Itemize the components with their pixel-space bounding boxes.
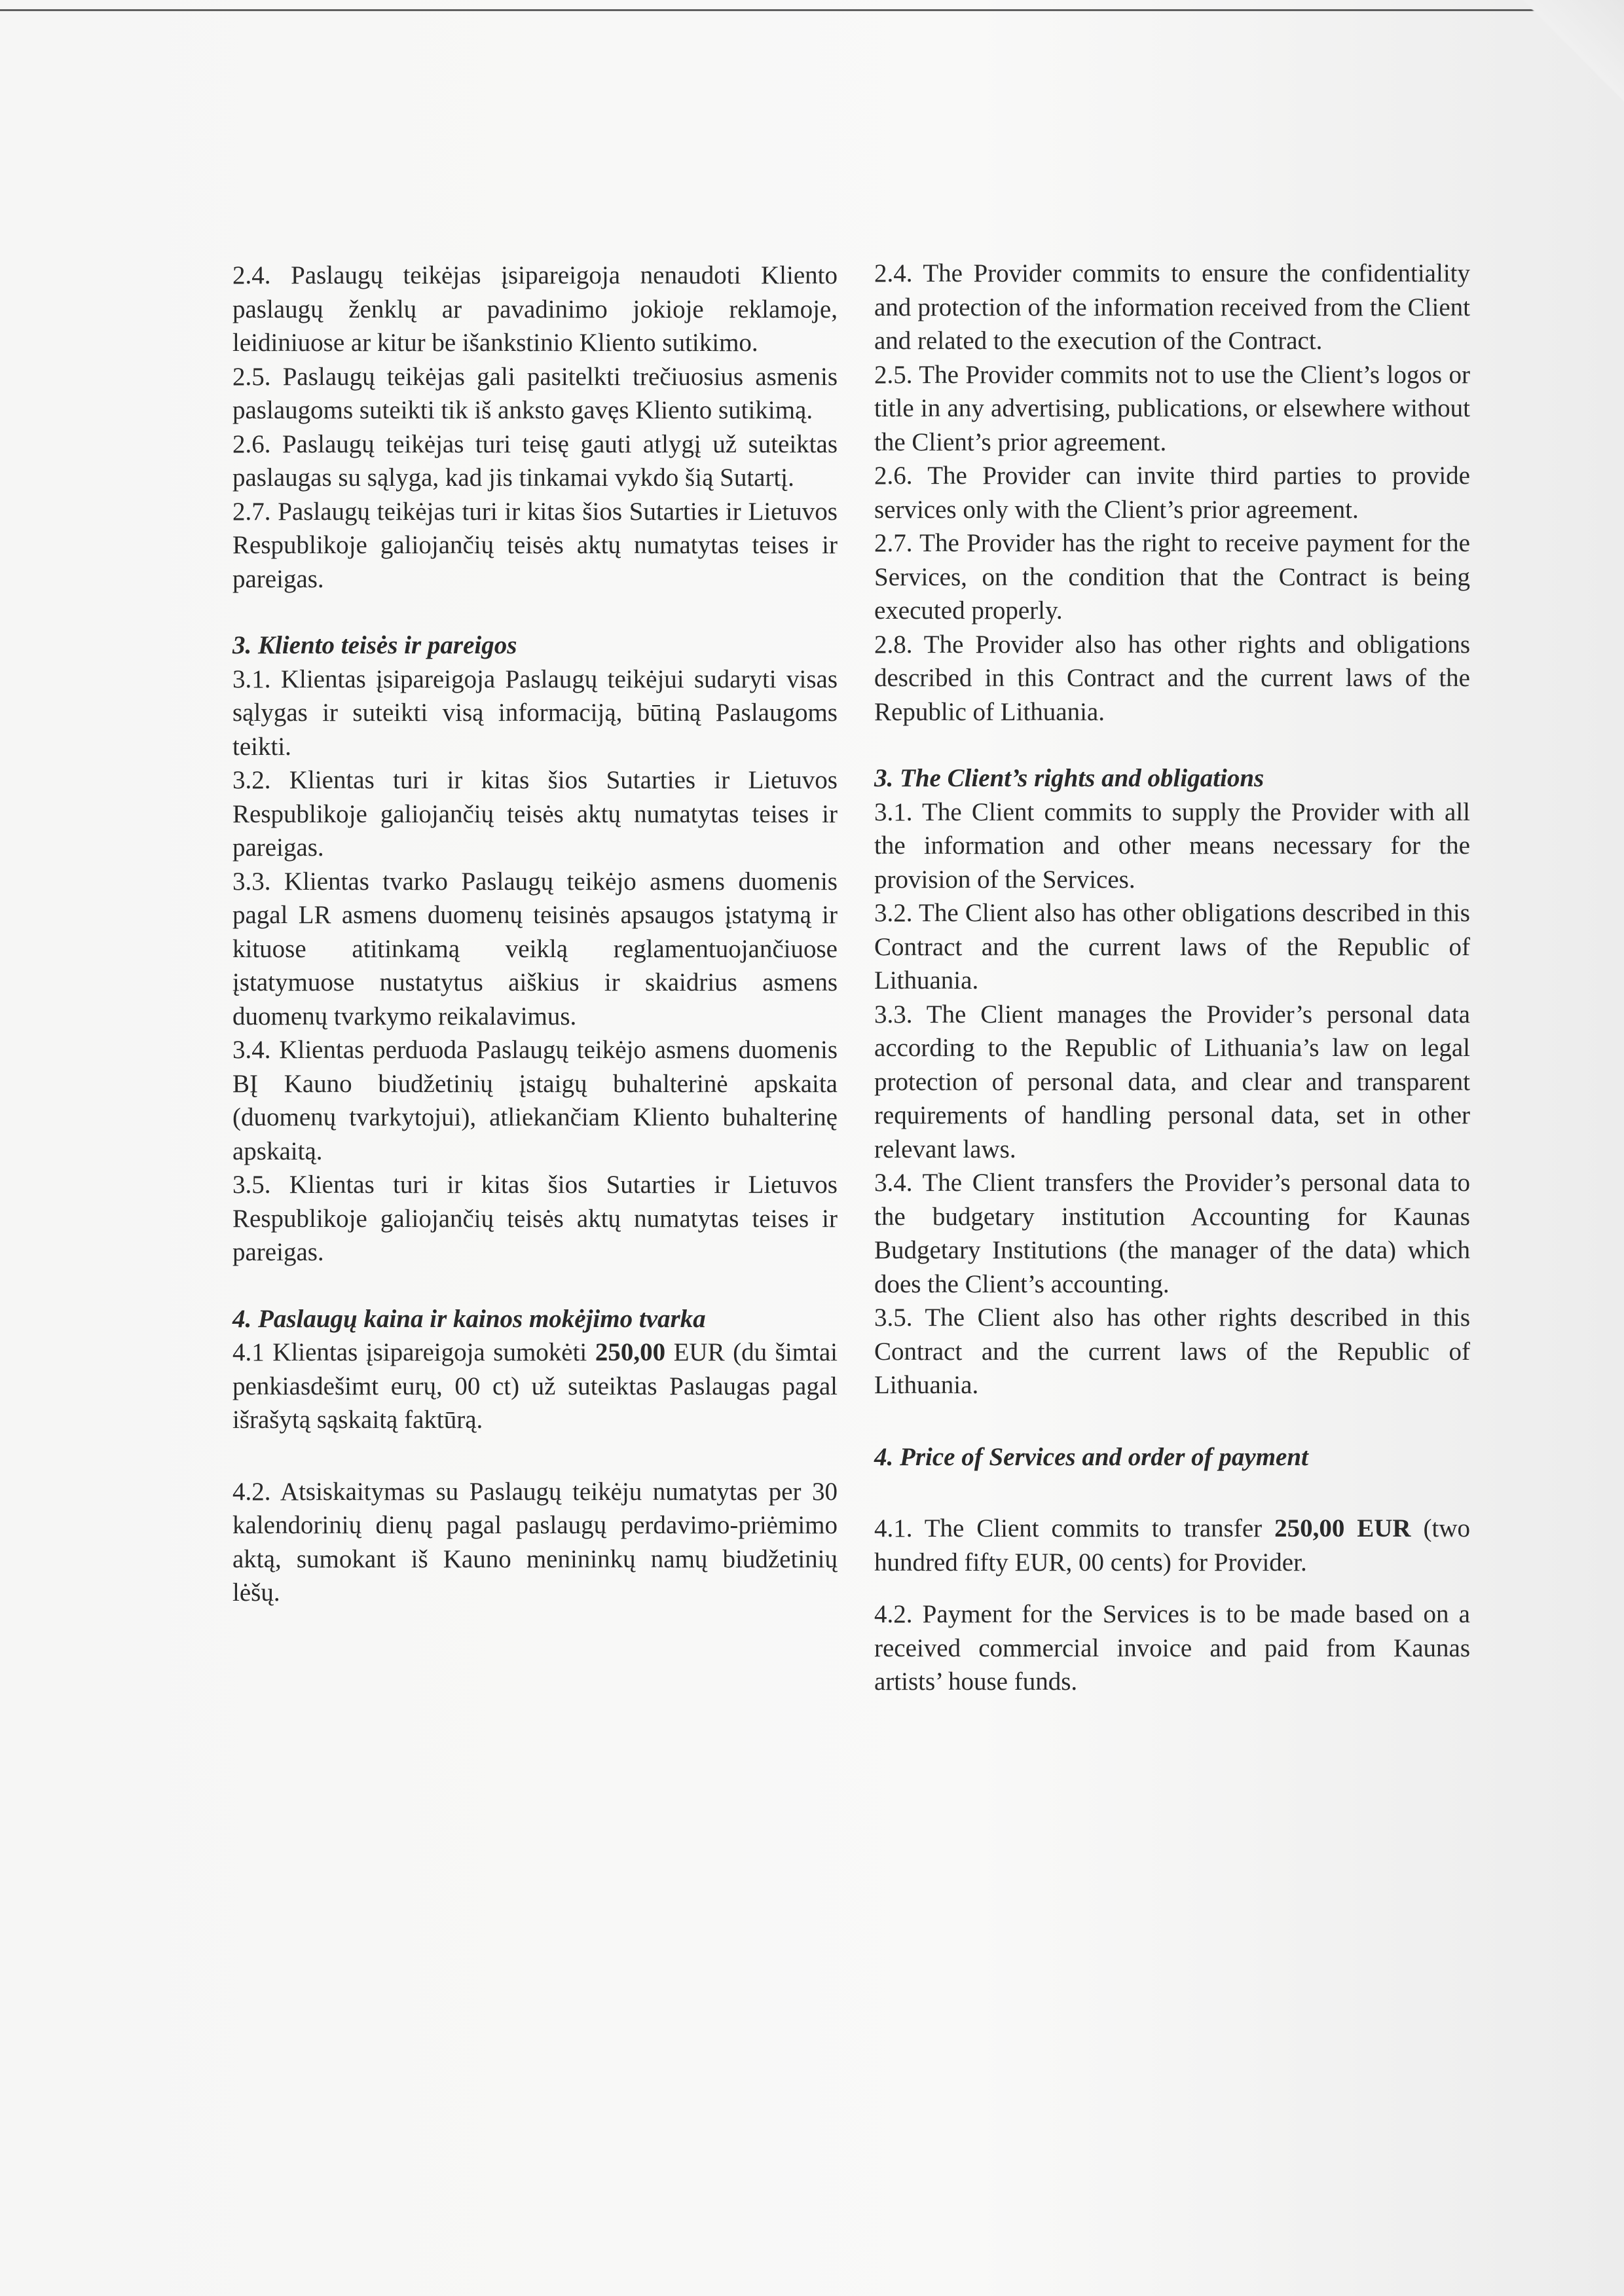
- lt-clause-3-3: 3.3. Klientas tvarko Paslaugų teikėjo asmens duomenis pagal LR asmens duomenų teisinės apsaugos įstatymą ir kituose atitinkamą veiklą reglamentuojančiuose įstatymuose nustatytus aiškius ir skaidrius asmens duomenų tvarkymo reikalavimus.: [232, 867, 838, 1030]
- en-clause-3-2: 3.2. The Client also has other obligations described in this Contract and the current laws of the Republic of Lithuania.: [874, 899, 1470, 994]
- scan-top-edge: [0, 9, 1624, 11]
- lt-clause-3-5: 3.5. Klientas turi ir kitas šios Sutarties ir Lietuvos Respublikoje galiojančių teisės aktų numatytas teises ir pareigas.: [232, 1171, 838, 1266]
- lithuanian-column: [232, 259, 838, 1610]
- lt-clause-4-1: [232, 1336, 838, 1437]
- lt-clause-3-2: 3.2. Klientas turi ir kitas šios Sutarties ir Lietuvos Respublikoje galiojančių teisės aktų numatytas teises ir pareigas.: [232, 766, 838, 862]
- en-clause-2-7: 2.7. The Provider has the right to receive payment for the Services, on the condition that the Contract is being executed properly.: [874, 529, 1470, 625]
- en-clause-3-1: 3.1. The Client commits to supply the Provider with all the information and other means necessary for the provision of the Services.: [874, 797, 1470, 894]
- en-clause-4-1: [874, 1512, 1470, 1579]
- lt-clause-2-6: 2.6. Paslaugų teikėjas turi teisę gauti atlygį už suteiktas paslaugas su sąlyga, kad jis tinkamai vykdo šią Sutartį.: [232, 429, 838, 492]
- en-clause-3-4: 3.4. The Client transfers the Provider’s personal data to the budgetary institution Accounting for Kaunas Budgetary Institutions (the manager of the data) which does the Client’s accounting.: [874, 1169, 1470, 1298]
- en-section-4-heading: 4. Price of Services and order of payment: [874, 1442, 1308, 1471]
- lt-clause-2-7: 2.7. Paslaugų teikėjas turi ir kitas šios Sutarties ir Lietuvos Respublikoje galiojančių teisės aktų numatytas teises ir pareigas.: [232, 497, 838, 593]
- en-clause-3-3: 3.3. The Client manages the Provider’s personal data according to the Republic of Lithuania’s law on legal protection of personal data, and clear and transparent requirements of handling personal data, set in other relevant laws.: [874, 1000, 1470, 1163]
- en-clause-4-2: 4.2. Payment for the Services is to be made based on a received commercial invoice and paid from Kaunas artists’ house funds.: [874, 1600, 1470, 1696]
- lt-clause-2-5: 2.5. Paslaugų teikėjas gali pasitelkti trečiuosius asmenis paslaugoms suteikti tik iš anksto gavęs Kliento sutikimą.: [232, 362, 838, 424]
- lt-clause-4-1-text-a: 4.1 Klientas įsipareigoja sumokėti: [232, 1338, 595, 1366]
- lt-clause-2-4: 2.4. Paslaugų teikėjas įsipareigoja nenaudoti Kliento paslaugų ženklų ar pavadinimo jokioje reklamoje, leidiniuose ar kitur be išankstinio Kliento sutikimo.: [232, 261, 838, 357]
- en-section-3-heading: 3. The Client’s rights and obligations: [874, 764, 1264, 792]
- lt-clause-4-2: 4.2. Atsiskaitymas su Paslaugų teikėju numatytas per 30 kalendorinių dienų pagal paslaugų perdavimo-priėmimo aktą, sumokant iš Kauno menininkų namų biudžetinių lėšų.: [232, 1477, 838, 1607]
- lt-price-amount: 250,00: [595, 1338, 666, 1366]
- en-clause-4-1-text-b: (two hundred fifty EUR, 00 cents) for Provider.: [874, 1514, 1470, 1576]
- lt-section-3-heading: 3. Kliento teisės ir pareigos: [232, 631, 517, 659]
- lt-clause-3-4: 3.4. Klientas perduoda Paslaugų teikėjo asmens duomenis BĮ Kauno biudžetinių įstaigų buhalterinė apskaita (duomenų tvarkytojui), atliekančiam Kliento buhalterinę apskaitą.: [232, 1036, 838, 1165]
- en-clause-2-8: 2.8. The Provider also has other rights and obligations described in this Contract and the current laws of the Republic of Lithuania.: [874, 630, 1470, 726]
- en-clause-3-5: 3.5. The Client also has other rights described in this Contract and the current laws of the Republic of Lithuania.: [874, 1303, 1470, 1399]
- en-clause-2-5: 2.5. The Provider commits not to use the Client’s logos or title in any advertising, publications, or elsewhere without the Client’s prior agreement.: [874, 360, 1470, 456]
- english-column: [874, 257, 1470, 1699]
- lt-section-4-heading: 4. Paslaugų kaina ir kainos mokėjimo tvarka: [232, 1304, 706, 1333]
- lt-clause-3-1: 3.1. Klientas įsipareigoja Paslaugų teikėjui sudaryti visas sąlygas ir suteikti visą informaciją, būtiną Paslaugoms teikti.: [232, 665, 838, 761]
- lt-clause-4-1-text-b: EUR (du šimtai penkiasdešimt eurų, 00 ct) už suteiktas Paslaugas pagal išrašytą sąskaitą faktūrą.: [232, 1338, 838, 1434]
- en-clause-2-6: 2.6. The Provider can invite third parties to provide services only with the Client’s prior agreement.: [874, 462, 1470, 524]
- paper-corner: [1513, 0, 1624, 111]
- en-price-amount: 250,00 EUR: [1274, 1514, 1411, 1542]
- en-clause-2-4: 2.4. The Provider commits to ensure the confidentiality and protection of the information received from the Client and related to the execution of the Contract.: [874, 259, 1470, 355]
- en-clause-4-1-text-a: 4.1. The Client commits to transfer: [874, 1514, 1275, 1542]
